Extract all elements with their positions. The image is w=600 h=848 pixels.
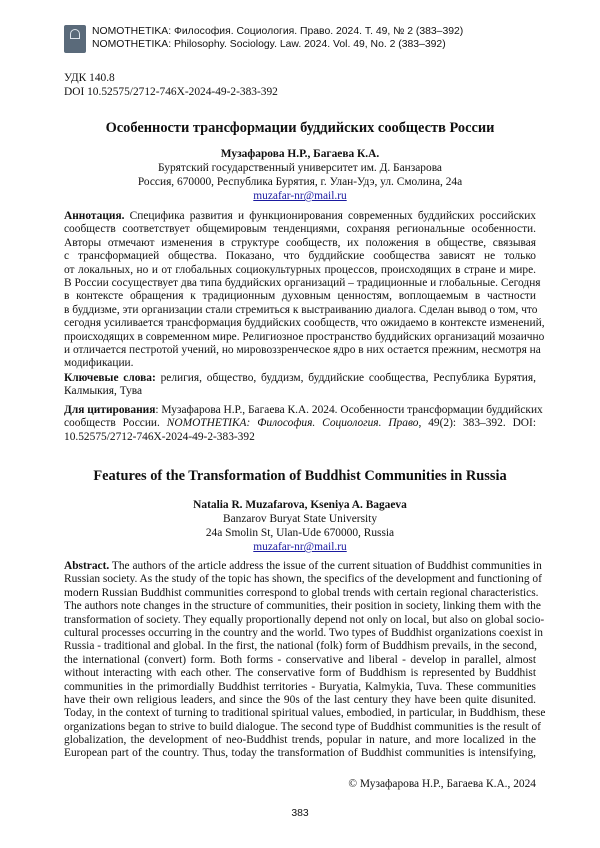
email-link-en[interactable]: muzafar-nr@mail.ru [253, 541, 347, 553]
abstract-en-line: organizations began to strive to build dialogue. The second type of Buddhist communities is the result of [64, 720, 541, 733]
abstract-ru-line: в буддизме, эти организации стали стремиться к выстраиванию диалога. Сделан вывод о том, что [64, 303, 538, 316]
address-ru: Россия, 670000, Республика Бурятия, г. Улан-Удэ, ул. Смолина, 24а [137, 176, 463, 188]
affiliation-en: Banzarov Buryat State University [222, 513, 378, 525]
abstract-en-line: Russia - traditional and global. In the first, the national (folk) form of Buddhism prevails, in the second, [64, 640, 537, 653]
abstract-en-line: cultural processes occurring in the country and the world. Two types of Buddhist organizations coexist in [64, 626, 543, 639]
article-title-ru: Особенности трансформации буддийских сообществ России [105, 120, 495, 136]
abstract-en [64, 560, 546, 761]
abstract-en-line: Today, in the context of turning to traditional spiritual values, embodied, in particular, in Buddhism, these [64, 707, 546, 720]
abstract-en-line: Abstract. The authors of the article address the issue of the current situation of Buddhist communities in [64, 560, 542, 572]
abstract-ru [64, 210, 545, 371]
abstract-en-line: European part of the country. Thus, today the transformation of Buddhist communities is intensifying, [64, 747, 536, 760]
page-number: 383 [291, 808, 309, 819]
abstract-en-line: modern Russian Buddhist communities correspond to global trends with certain regional characteristics. [64, 586, 539, 599]
citation-label-ru: Для цитирования [64, 404, 156, 416]
abstract-ru-line: с трансформацией общества. Показано, что буддийские сообщества зависят не только [64, 250, 536, 263]
citation-ru [64, 404, 543, 444]
abstract-ru-line: В России сосуществует два типа буддийских организаций – традиционные и глобальные. Сегодня [64, 276, 541, 289]
email-ru[interactable] [40, 190, 560, 202]
journal-logo-icon [64, 25, 86, 53]
abstract-ru-line: Аннотация. Специфика развития и функционирования современных буддийских российских [64, 210, 536, 222]
abstract-ru-line: происходящих в современном мире. Религиозное пространство буддийских организаций мозаично [64, 330, 545, 343]
abstract-ru-line: модификации. [64, 357, 134, 370]
address-en: 24a Smolin St, Ulan-Ude 670000, Russia [205, 527, 395, 539]
authors-en: Natalia R. Muzafarova, Kseniya A. Bagaeva [193, 499, 407, 511]
abstract-en-line: The authors note changes in the structure of communities, their position in society, linking them with the [64, 600, 541, 613]
abstract-en-line: without interacting with each other. The conservative form of Buddhism is represented by Buddhist [64, 667, 536, 680]
email-en[interactable] [40, 541, 560, 553]
journal-header [64, 25, 544, 57]
doi: DOI 10.52575/2712-746X-2024-49-2-383-392 [64, 86, 278, 98]
journal-name-italic: NOMOTHETIKA: Философия. Социология. Право [166, 417, 419, 430]
affiliation-ru: Бурятский государственный университет им. Д. Банзарова [158, 162, 442, 174]
abstract-en-line: have their own religious leaders, and since the 90s of the last century they have been quite disunited. [64, 693, 536, 706]
authors-ru: Музафарова Н.Р., Багаева К.А. [220, 148, 380, 160]
abstract-ru-line: в контексте обращения к традиционным духовным ценностям, воплощаемым в частности [64, 290, 536, 303]
keywords-ru-line: Калмыкия, Тува [64, 385, 143, 398]
keywords-ru-line: Ключевые слова: религия, общество, буддизм, буддийские сообщества, Республика Бурятия, [64, 372, 536, 384]
citation-ru-line: 10.52575/2712-746X-2024-49-2-383-392 [64, 430, 255, 443]
abstract-en-line: communities in the primordially Buddhist territories - Buryatia, Kalmykia, Tuva. These communities [64, 680, 536, 693]
citation-ru-line: Для цитирования: Музафарова Н.Р., Багаева К.А. 2024. Особенности трансформации буддийских [64, 404, 543, 416]
abstract-ru-line: сегодня усиливается трансформация буддийских сообществ, что ожидаемо в контексте изменений, [64, 317, 545, 330]
email-link-ru[interactable]: muzafar-nr@mail.ru [253, 190, 347, 202]
udk-code: УДК 140.8 [64, 72, 115, 84]
article-title-en: Features of the Transformation of Buddhist Communities in Russia [93, 468, 507, 484]
citation-ru-line: сообществ России. NOMOTHETIKA: Философия. Социология. Право, 49(2): 383–392. DOI: [64, 417, 536, 430]
journal-header-russian: NOMOTHETIKA: Философия. Социология. Право. 2024. Т. 49, № 2 (383–392) [92, 26, 464, 37]
copyright-notice: © Музафарова Н.Р., Багаева К.А., 2024 [348, 778, 536, 790]
abstract-ru-line: и отличается пестротой учений, но мировоззренческое ядро в них остается прежним, несмотря на [64, 343, 541, 356]
abstract-en-line: Russian society. As the study of the topic has shown, the specifics of the development and functioning of [64, 573, 542, 586]
abstract-en-line: transformation of society. They equally proportionally depend not only on local, but also on global socio- [64, 613, 545, 626]
keywords-ru [64, 372, 536, 399]
abstract-ru-line: Авторы отмечают изменения в структуре сообществ, их положения в обществе, связывая [64, 236, 536, 249]
abstract-ru-line: сообществ соответствует общемировым тенденциями, сохраняя региональные особенности. [64, 223, 536, 236]
abstract-label-en: Abstract. [64, 560, 110, 572]
abstract-label-ru: Аннотация. [64, 210, 125, 222]
keywords-label-ru: Ключевые слова: [64, 372, 156, 384]
abstract-en-line: the international (convert) form. Both forms - conservative and liberal - develop in parallel, almost [64, 653, 536, 666]
abstract-en-line: globalization, the development of neo-Buddhist trends, popular in nature, and more localized in the [64, 734, 536, 747]
abstract-ru-line: от локальных, но и от глобальных социокультурных процессов, происходящих в стране и мире. [64, 263, 536, 276]
journal-header-english: NOMOTHETIKA: Philosophy. Sociology. Law. 2024. Vol. 49, No. 2 (383–392) [92, 39, 446, 50]
